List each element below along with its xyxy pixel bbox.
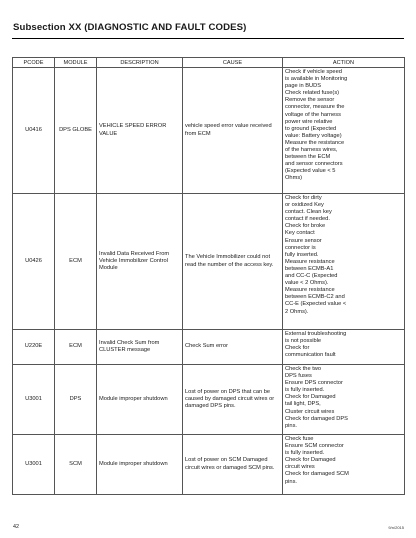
- column-header-module: MODULE: [55, 58, 97, 68]
- action-cell: Check for dirty or oxidized Key contact. Clean key contact if needed. Check for broke Key contact Ensure sensor connector is fully inserted. Measure resistance between ECMB-A1 and CC-C (Expected value < 2 Ohms). Measure resistance between ECMB-C2 and CC-E (Expected value < 2 Ohms).: [283, 194, 405, 330]
- pcode-cell: U3001: [13, 365, 55, 435]
- column-header-description: DESCRIPTION: [97, 58, 183, 68]
- description-cell: VEHICLE SPEED ERROR VALUE: [97, 68, 183, 194]
- action-cell: Check the two DPS fuses Ensure DPS connector is fully inserted. Check for Damaged tail light, DPS, Cluster circuit wires Check for damaged DPS pins.: [283, 365, 405, 435]
- table-row: [13, 330, 405, 365]
- pcode-cell: U0426: [13, 194, 55, 330]
- module-cell: DPS GLOBE: [55, 68, 97, 194]
- column-header-cause: CAUSE: [183, 58, 283, 68]
- pcode-cell: U0416: [13, 68, 55, 194]
- module-cell: DPS: [55, 365, 97, 435]
- description-cell: Invalid Check Sum from CLUSTER message: [97, 330, 183, 365]
- cause-cell: Check Sum error: [183, 330, 283, 365]
- description-cell: Module improper shutdown: [97, 365, 183, 435]
- cause-cell: vehicle speed error value received from ECM: [183, 68, 283, 194]
- module-cell: SCM: [55, 435, 97, 495]
- table-row: [13, 365, 405, 435]
- column-header-pcode: PCODE: [13, 58, 55, 68]
- action-cell: Check if vehicle speed is available in Monitoring page in BUDS Check related fuse(s) Remove the sensor connector, measure the voltage of the harness power wire relative to ground (Expected value: Battery voltage) Measure the resistance of the harness wires, between the ECM and sensor connectors (Expected value < 5 Ohms): [283, 68, 405, 194]
- column-header-action: ACTION: [283, 58, 405, 68]
- pcode-cell: U220E: [13, 330, 55, 365]
- page-number: 42: [13, 524, 19, 530]
- page-title: Subsection XX (DIAGNOSTIC AND FAULT CODES): [13, 22, 247, 33]
- cause-cell: Lost of power on DPS that can be caused by damaged circuit wires or damaged DPS pins.: [183, 365, 283, 435]
- cause-cell: Lost of power on SCM Damaged circuit wires or damaged SCM pins.: [183, 435, 283, 495]
- table-row: [13, 68, 405, 194]
- description-cell: Invalid Data Received From Vehicle Immobilizer Control Module: [97, 194, 183, 330]
- table-row: [13, 194, 405, 330]
- table-row: [13, 435, 405, 495]
- action-cell: External troubleshooting is not possible Check for communication fault: [283, 330, 405, 365]
- module-cell: ECM: [55, 194, 97, 330]
- cause-cell: The Vehicle Immobilizer could not read the number of the access key.: [183, 194, 283, 330]
- action-cell: Check fuse Ensure SCM connector is fully inserted. Check for Damaged circuit wires Check for damaged SCM pins.: [283, 435, 405, 495]
- pcode-cell: U3001: [13, 435, 55, 495]
- footer-date: 9/n/2015: [388, 525, 404, 530]
- description-cell: Module improper shutdown: [97, 435, 183, 495]
- fault-codes-table: [12, 57, 405, 495]
- module-cell: ECM: [55, 330, 97, 365]
- header-rule: [12, 38, 404, 39]
- table-header-row: [13, 58, 405, 68]
